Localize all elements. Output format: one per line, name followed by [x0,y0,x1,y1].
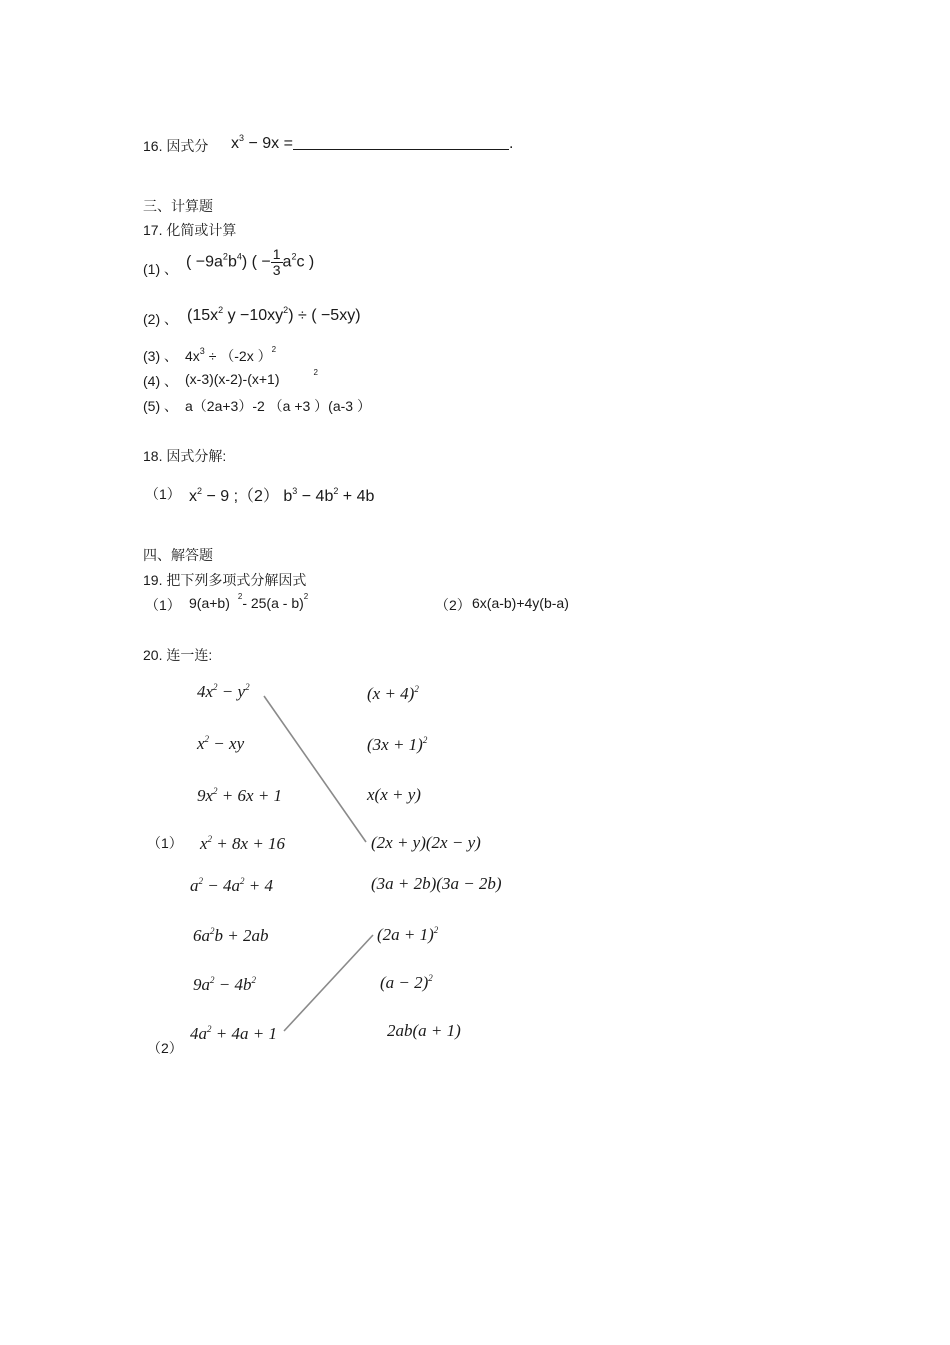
match-left-item[interactable]: $9a^2 - 4b^2$ [193,975,256,994]
match-left-item[interactable]: $a^2 - 4a^2 + 4$ [190,876,273,895]
q17-label: 17. 化简或计算 [143,222,237,238]
fraction-one-third: $\frac{1}{3}$ [272,246,281,278]
match-line [284,935,373,1031]
section-3-heading: 三、计算题 [143,198,213,214]
q17-item-4-expression: (x-3)(x-2)-(x+1) $^2$ [185,368,318,387]
match-right-item[interactable]: $(3x + 1)^2$ [367,735,428,754]
q17-item-2-expression: ($15x^2$ $y -10xy^2$) ÷ ( −5xy) [187,305,361,324]
match-right-item[interactable]: x(x + y) [367,785,421,804]
q17-item-2-number: (2) 、 [143,311,178,327]
q17-item-5-number: (5) 、 [143,398,178,414]
match-left-item[interactable]: $x^2 + 8x + 16$ [200,834,286,853]
q17-item-1-expression: ( $-9a^2b^4$) ( − $\frac{1}{3}$ $a^2c$ ) [186,246,315,278]
q18-expressions: $x^2 - 9$ ;（2） $b^3 - 4b^2 + 4b$ [189,486,375,505]
q17-item-5-expression: a（2a+3）-2 （a +3 ）(a-3 ） [185,398,371,414]
q16-expression: $x^3 - 9x$ = . [231,133,514,152]
q20-label: 20. 连一连: [143,647,213,663]
match-right-item[interactable]: $(a - 2)^2$ [380,973,433,992]
match-left-item[interactable]: $4a^2 + 4a + 1$ [190,1024,277,1043]
match-left-item[interactable]: $9x^2 + 6x + 1$ [197,786,283,805]
q19-part-2-expression: 6x(a-b)+4y(b-a) [472,595,569,611]
q19-part-2-number: （2） [435,597,471,613]
match-left-item[interactable]: $x^2$ − xy [197,734,245,753]
q19-part-1-number: （1） [145,597,181,613]
match-line [264,696,366,842]
section-4-heading: 四、解答题 [143,547,213,563]
q17-item-1-number: (1) 、 [143,261,178,277]
q20-group-1-label: （1） [147,835,183,851]
q17-item-4-number: (4) 、 [143,373,178,389]
match-left-item[interactable]: $6a^2b + 2ab$ [193,926,269,945]
q17-item-3-number: (3) 、 [143,348,178,364]
match-right-item[interactable]: $(2a + 1)^2$ [377,925,439,944]
match-right-item[interactable]: (2x + y)(2x − y) [371,833,481,852]
q18-part-1-number: （1） [145,486,181,502]
q20-group-2-label: （2） [147,1040,183,1056]
match-right-item[interactable]: 2ab(a + 1) [387,1021,461,1040]
q19-part-1-expression: 9(a+b) $^2$- 25(a - b)$^2$ [189,592,309,611]
match-left-item[interactable]: $4x^2 - y^2$ [197,682,250,701]
match-right-item[interactable]: (3a + 2b)(3a − 2b) [371,874,502,893]
q17-item-3-expression: $4x^3 \div (-2x$ ）$^2$ [185,345,277,364]
q18-label: 18. 因式分解: [143,448,227,464]
q19-label: 19. 把下列多项式分解因式 [143,572,307,588]
match-right-item[interactable]: $(x + 4)^2$ [367,684,419,703]
q16-label: 16. 因式分 [143,138,209,154]
